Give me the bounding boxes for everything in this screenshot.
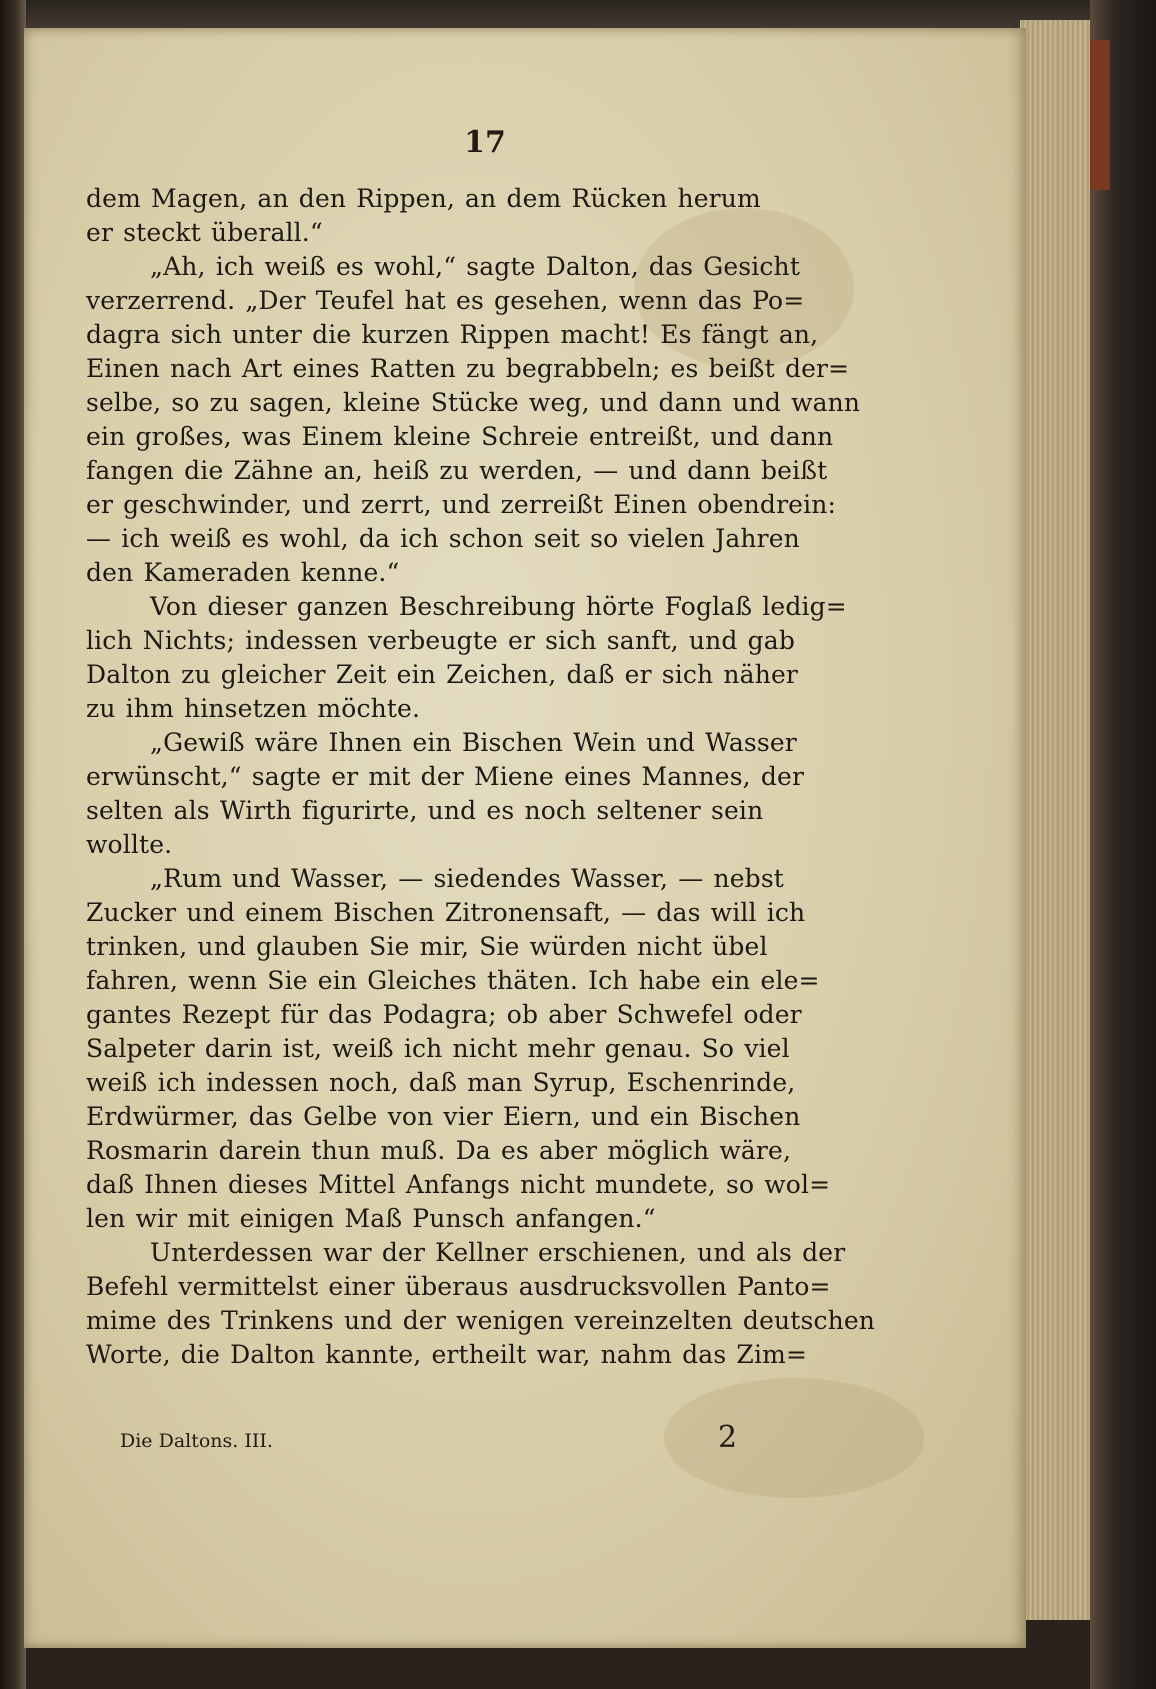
text-line: lich Nichts; indessen verbeugte er sich sanft, und gab: [86, 626, 795, 655]
text-line: Salpeter darin ist, weiß ich nicht mehr genau. So viel: [86, 1034, 790, 1063]
body-text: [86, 182, 898, 1372]
text-line: daß Ihnen dieses Mittel Anfangs nicht mundete, so wol=: [86, 1170, 831, 1199]
text-line: Einen nach Art eines Ratten zu begrabbeln; es beißt der=: [86, 354, 850, 383]
text-line: „Ah, ich weiß es wohl,“ sagte Dalton, das Gesicht: [150, 252, 801, 281]
book-spine-left: [0, 0, 26, 1689]
signature-mark: 2: [718, 1420, 738, 1455]
text-line: Unterdessen war der Kellner erschienen, und als der: [150, 1238, 846, 1267]
text-line: dagra sich unter die kurzen Rippen macht! Es fängt an,: [86, 320, 819, 349]
text-line: len wir mit einigen Maß Punsch anfangen.“: [86, 1204, 656, 1233]
text-line: ein großes, was Einem kleine Schreie entreißt, und dann: [86, 422, 834, 451]
text-line: den Kameraden kenne.“: [86, 558, 400, 587]
text-line: „Rum und Wasser, — siedendes Wasser, — nebst: [150, 864, 785, 893]
text-line: fangen die Zähne an, heiß zu werden, — und dann beißt: [86, 456, 828, 485]
text-line: fahren, wenn Sie ein Gleiches thäten. Ich habe ein ele=: [86, 966, 820, 995]
text-line: selbe, so zu sagen, kleine Stücke weg, und dann und wann: [86, 388, 861, 417]
text-line: Von dieser ganzen Beschreibung hörte Foglaß ledig=: [150, 592, 847, 621]
footer-title: Die Daltons. III.: [120, 1430, 273, 1452]
text-line: „Gewiß wäre Ihnen ein Bischen Wein und Wasser: [150, 728, 797, 757]
text-line: wollte.: [86, 830, 173, 859]
book-cover-right: [1090, 0, 1156, 1689]
text-line: erwünscht,“ sagte er mit der Miene eines Mannes, der: [86, 762, 805, 791]
text-line: Dalton zu gleicher Zeit ein Zeichen, daß er sich näher: [86, 660, 799, 689]
text-line: dem Magen, an den Rippen, an dem Rücken herum: [86, 184, 761, 213]
text-line: zu ihm hinsetzen möchte.: [86, 694, 421, 723]
text-line: weiß ich indessen noch, daß man Syrup, Eschenrinde,: [86, 1068, 796, 1097]
text-line: er steckt überall.“: [86, 218, 323, 247]
text-line: Rosmarin darein thun muß. Da es aber möglich wäre,: [86, 1136, 792, 1165]
text-line: — ich weiß es wohl, da ich schon seit so vielen Jahren: [86, 524, 800, 553]
text-line: Zucker und einem Bischen Zitronensaft, — das will ich: [86, 898, 806, 927]
text-line: Erdwürmer, das Gelbe von vier Eiern, und ein Bischen: [86, 1102, 801, 1131]
text-line: er geschwinder, und zerrt, und zerreißt Einen obendrein:: [86, 490, 837, 519]
text-line: Worte, die Dalton kannte, ertheilt war, nahm das Zim=: [86, 1340, 808, 1369]
cover-red-band: [1090, 40, 1110, 190]
text-line: gantes Rezept für das Podagra; ob aber Schwefel oder: [86, 1000, 802, 1029]
text-line: mime des Trinkens und der wenigen vereinzelten deutschen: [86, 1306, 876, 1335]
text-line: verzerrend. „Der Teufel hat es gesehen, wenn das Po=: [86, 286, 805, 315]
text-line: selten als Wirth figurirte, und es noch seltener sein: [86, 796, 764, 825]
page-number: 17: [464, 125, 506, 160]
text-line: Befehl vermittelst einer überaus ausdrucksvollen Panto=: [86, 1272, 831, 1301]
page-stack-edge: [1020, 20, 1100, 1620]
text-line: trinken, und glauben Sie mir, Sie würden nicht übel: [86, 932, 768, 961]
